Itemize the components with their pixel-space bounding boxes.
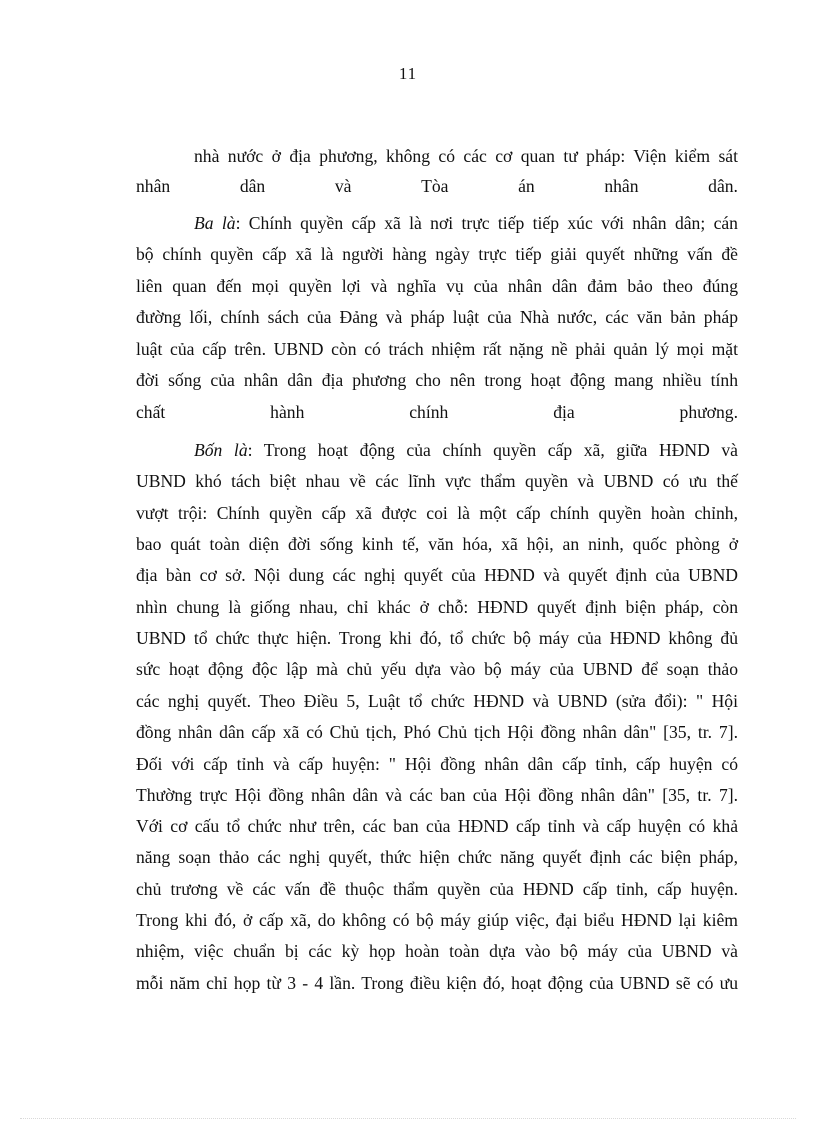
paragraph-2-line-2: bộ chính quyền cấp xã là người hàng ngày trực tiếp giải quyết những vấn đề	[136, 244, 738, 264]
paragraph-text: : Trong hoạt động của chính quyền cấp xã, giữa HĐND và	[247, 440, 738, 460]
paragraph-2-line-3: liên quan đến mọi quyền lợi và nghĩa vụ của nhân dân đảm bảo theo đúng	[136, 276, 738, 296]
word: dân.	[708, 176, 738, 196]
paragraph-3-line-13: Với cơ cấu tổ chức như trên, các ban của HĐND cấp tỉnh và cấp huyện có khả	[136, 816, 738, 836]
paragraph-2-line-5: luật của cấp trên. UBND còn có trách nhiệm rất nặng nề phải quản lý mọi mặt	[136, 339, 738, 359]
paragraph-3-line-6: nhìn chung là giống nhau, chỉ khác ở chỗ: HĐND quyết định biện pháp, còn	[136, 597, 738, 617]
word: dân	[239, 176, 266, 196]
word: hành	[270, 402, 305, 422]
page-bottom-divider	[20, 1118, 796, 1119]
paragraph-3-line-2: UBND khó tách biệt nhau về các lĩnh vực thẩm quyền và UBND có ưu thế	[136, 471, 738, 491]
paragraph-lead: Bốn là	[194, 440, 248, 460]
word: địa	[553, 402, 575, 422]
word: chất	[136, 402, 166, 422]
word: Tòa	[421, 176, 449, 196]
paragraph-text: : Chính quyền cấp xã là nơi trực tiếp tiếp xúc với nhân dân; cán	[235, 213, 738, 233]
paragraph-2-line-4: đường lối, chính sách của Đảng và pháp luật của Nhà nước, các văn bản pháp	[136, 307, 738, 327]
paragraph-3-line-12: Thường trực Hội đồng nhân dân và các ban của Hội đồng nhân dân" [35, tr. 7].	[136, 785, 738, 805]
paragraph-3-line-4: bao quát toàn diện đời sống kinh tế, văn hóa, xã hội, an ninh, quốc phòng ở	[136, 534, 738, 554]
paragraph-1-line-1: nhà nước ở địa phương, không có các cơ quan tư pháp: Viện kiểm sát	[194, 146, 738, 166]
paragraph-2-line-6: đời sống của nhân dân địa phương cho nên trong hoạt động mang nhiều tính	[136, 370, 738, 390]
word: chính	[409, 402, 449, 422]
paragraph-3-line-1	[194, 438, 738, 462]
page-number: 11	[398, 64, 418, 83]
paragraph-3-line-11: Đối với cấp tỉnh và cấp huyện: " Hội đồng nhân dân cấp tỉnh, cấp huyện có	[136, 754, 738, 774]
word: nhân	[604, 176, 639, 196]
paragraph-3-line-14: năng soạn thảo các nghị quyết, thức hiện chức năng quyết định các biện pháp,	[136, 847, 738, 867]
paragraph-3-line-17: nhiệm, việc chuẩn bị các kỳ họp hoàn toàn dựa vào bộ máy của UBND và	[136, 941, 738, 961]
paragraph-2-line-1	[194, 211, 738, 235]
paragraph-3-line-5: địa bàn cơ sở. Nội dung các nghị quyết của HĐND và quyết định của UBND	[136, 565, 738, 585]
paragraph-3-line-3: vượt trội: Chính quyền cấp xã được coi là một cấp chính quyền hoàn chỉnh,	[136, 503, 738, 523]
paragraph-3-line-18: mỗi năm chỉ họp từ 3 - 4 lần. Trong điều kiện đó, hoạt động của UBND sẽ có ưu	[136, 973, 738, 993]
paragraph-1-line-2	[136, 174, 738, 198]
paragraph-lead: Ba là	[194, 213, 236, 233]
paragraph-3-line-8: sức hoạt động độc lập mà chủ yếu dựa vào bộ máy của UBND để soạn thảo	[136, 659, 738, 679]
paragraph-3-line-9: các nghị quyết. Theo Điều 5, Luật tổ chức HĐND và UBND (sửa đổi): " Hội	[136, 691, 738, 711]
paragraph-3-line-7: UBND tổ chức thực hiện. Trong khi đó, tổ chức bộ máy của HĐND không đủ	[136, 628, 738, 648]
word: và	[334, 176, 352, 196]
paragraph-2-line-7	[136, 400, 738, 424]
word: án	[518, 176, 535, 196]
paragraph-3-line-10: đồng nhân dân cấp xã có Chủ tịch, Phó Chủ tịch Hội đồng nhân dân" [35, tr. 7].	[136, 722, 738, 742]
paragraph-3-line-15: chủ trương về các vấn đề thuộc thẩm quyền của HĐND cấp tỉnh, cấp huyện.	[136, 879, 738, 899]
paragraph-3-line-16: Trong khi đó, ở cấp xã, do không có bộ máy giúp việc, đại biểu HĐND lại kiêm	[136, 910, 738, 930]
word: nhân	[136, 176, 171, 196]
word: phương.	[679, 402, 738, 422]
